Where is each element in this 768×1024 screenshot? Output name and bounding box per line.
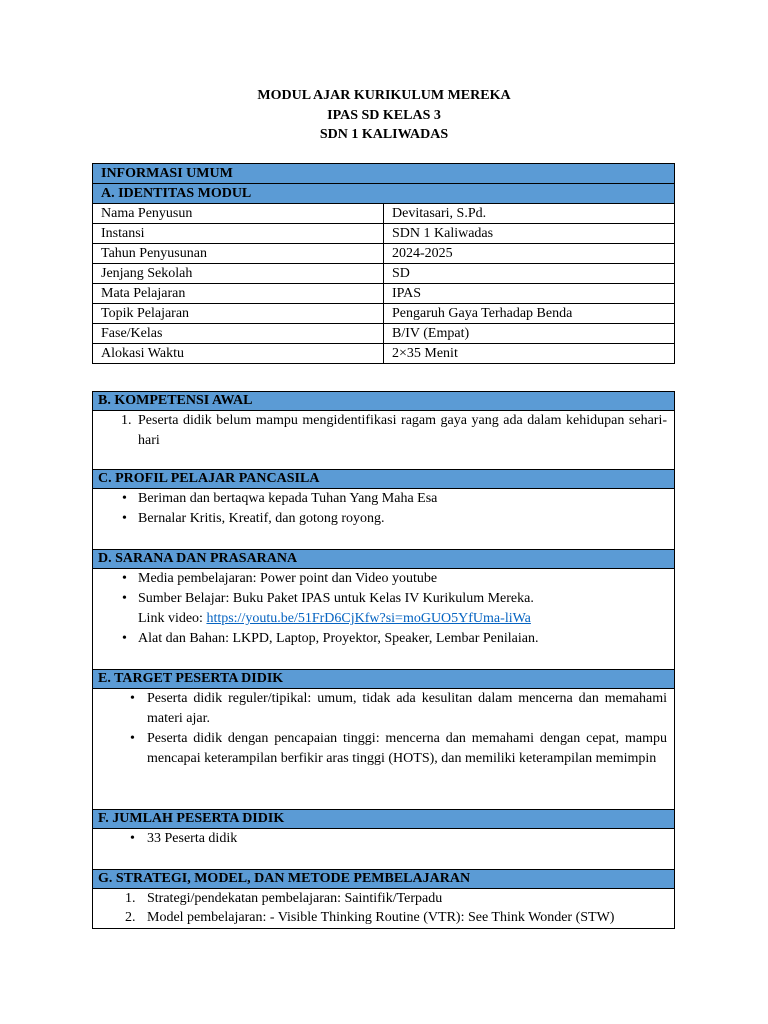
target-list bbox=[101, 689, 667, 769]
title-line-3: SDN 1 KALIWADAS bbox=[319, 127, 449, 142]
row-label: Topik Pelajaran bbox=[93, 304, 384, 324]
row-value: Devitasari, S.Pd. bbox=[384, 204, 675, 224]
kompetensi-awal-section bbox=[92, 391, 675, 471]
informasi-umum-header: INFORMASI UMUM bbox=[93, 164, 675, 184]
table-row bbox=[93, 284, 675, 304]
target-peserta-section bbox=[92, 669, 675, 811]
list-item: • Bernalar Kritis, Kreatif, dan gotong royong. bbox=[101, 509, 667, 529]
section-header: B. KOMPETENSI AWAL bbox=[93, 392, 674, 411]
list-item: 1. Strategi/pendekatan pembelajaran: Saintifik/Terpadu bbox=[125, 891, 443, 906]
row-value: SD bbox=[384, 264, 675, 284]
list-item: • Peserta didik dengan pencapaian tinggi: mencerna dan memahami dengan cepat, mampu mencapai keterampilan berfikir aras tinggi (HOTS), dan memiliki keterampilan memimpin bbox=[101, 729, 667, 769]
sarana-list bbox=[101, 569, 667, 649]
list-item: • Alat dan Bahan: LKPD, Laptop, Proyektor, Speaker, Lembar Penilaian. bbox=[101, 629, 667, 649]
document-title bbox=[0, 86, 768, 145]
jumlah-list bbox=[101, 829, 667, 849]
row-value: IPAS bbox=[384, 284, 675, 304]
row-label: Alokasi Waktu bbox=[93, 344, 384, 364]
video-link[interactable]: https://youtu.be/51FrD6CjKfw?si=moGUO5YfUma-liWa bbox=[206, 611, 531, 626]
sumber-belajar-text: Sumber Belajar: Buku Paket IPAS untuk Kelas IV Kurikulum Mereka. bbox=[138, 591, 534, 606]
profil-list bbox=[101, 489, 667, 529]
table-row bbox=[93, 204, 675, 224]
profil-pelajar-section bbox=[92, 469, 675, 551]
row-value: SDN 1 Kaliwadas bbox=[384, 224, 675, 244]
section-header: F. JUMLAH PESERTA DIDIK bbox=[93, 810, 674, 829]
sarana-prasarana-section bbox=[92, 549, 675, 671]
row-label: Tahun Penyusunan bbox=[93, 244, 384, 264]
kompetensi-list bbox=[101, 411, 667, 451]
table-row bbox=[93, 304, 675, 324]
link-label: Link video: bbox=[138, 611, 207, 626]
section-header: G. STRATEGI, MODEL, DAN METODE PEMBELAJARAN bbox=[93, 870, 674, 889]
identitas-modul-table bbox=[92, 163, 675, 364]
list-item: • Peserta didik reguler/tipikal: umum, tidak ada kesulitan dalam mencerna dan memahami materi ajar. bbox=[101, 689, 667, 729]
list-item bbox=[101, 589, 667, 629]
list-item: 1. Peserta didik belum mampu mengidentifikasi ragam gaya yang ada dalam kehidupan sehari-hari bbox=[121, 413, 667, 448]
table-row bbox=[93, 244, 675, 264]
list-item: • 33 Peserta didik bbox=[101, 829, 667, 849]
section-header: D. SARANA DAN PRASARANA bbox=[93, 550, 674, 569]
table-row bbox=[93, 324, 675, 344]
row-value: 2×35 Menit bbox=[384, 344, 675, 364]
identitas-modul-header: A. IDENTITAS MODUL bbox=[93, 184, 675, 204]
row-label: Jenjang Sekolah bbox=[93, 264, 384, 284]
row-value: Pengaruh Gaya Terhadap Benda bbox=[384, 304, 675, 324]
table-row bbox=[93, 344, 675, 364]
section-header: C. PROFIL PELAJAR PANCASILA bbox=[93, 470, 674, 489]
list-item: • Media pembelajaran: Power point dan Video youtube bbox=[101, 569, 667, 589]
row-label: Mata Pelajaran bbox=[93, 284, 384, 304]
section-header: E. TARGET PESERTA DIDIK bbox=[93, 670, 674, 689]
table-row bbox=[93, 224, 675, 244]
list-item: • Beriman dan bertaqwa kepada Tuhan Yang Maha Esa bbox=[101, 489, 667, 509]
jumlah-peserta-section bbox=[92, 809, 675, 871]
list-item: 2. Model pembelajaran: - Visible Thinking Routine (VTR): See Think Wonder (STW) bbox=[125, 910, 615, 925]
row-label: Nama Penyusun bbox=[93, 204, 384, 224]
row-value: 2024-2025 bbox=[384, 244, 675, 264]
title-line-2: IPAS SD KELAS 3 bbox=[327, 107, 441, 123]
row-value: B/IV (Empat) bbox=[384, 324, 675, 344]
row-label: Instansi bbox=[93, 224, 384, 244]
title-line-1: MODUL AJAR KURIKULUM MEREKA bbox=[257, 88, 511, 103]
strategi-list bbox=[101, 889, 667, 927]
row-label: Fase/Kelas bbox=[93, 324, 384, 344]
strategi-section bbox=[92, 869, 675, 929]
table-row bbox=[93, 264, 675, 284]
